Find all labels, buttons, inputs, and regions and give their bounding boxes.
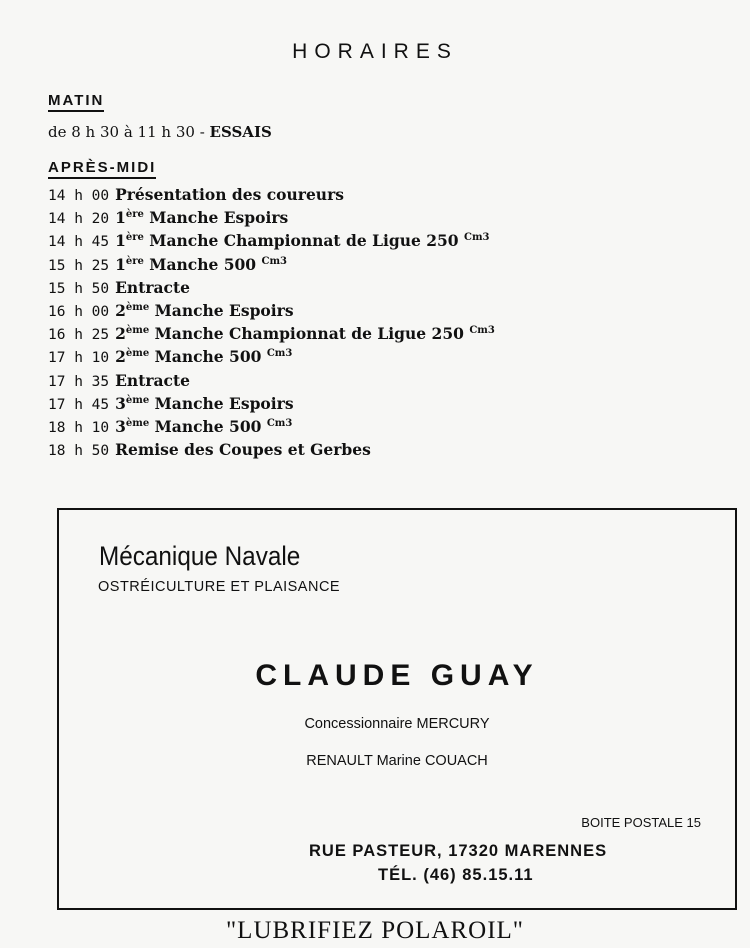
morning-label: MATIN: [48, 93, 104, 112]
unit-suffix: Cm3: [266, 348, 293, 360]
ordinal-suffix: ère: [125, 232, 144, 244]
schedule-time: 14 h 45: [48, 234, 110, 251]
unit-suffix: Cm3: [469, 325, 495, 337]
page-title: HORAIRES: [292, 40, 458, 63]
ordinal-suffix: ème: [125, 325, 150, 337]
schedule-row: [48, 369, 495, 392]
ad-address: RUE PASTEUR, 17320 MARENNES: [309, 842, 608, 860]
schedule-event: 1: [115, 231, 126, 251]
schedule-time: 16 h 00: [48, 303, 110, 320]
schedule-event-rest: Manche Espoirs: [143, 208, 289, 228]
schedule-time: 14 h 20: [48, 211, 110, 228]
morning-event: ESSAIS: [209, 123, 272, 141]
schedule-event: Entracte: [115, 277, 191, 297]
ad-phone: TÉL. (46) 85.15.11: [378, 866, 534, 884]
schedule-event-rest: Manche 500: [149, 347, 267, 367]
schedule-event-rest: Manche 500: [149, 416, 267, 436]
schedule-time: 18 h 50: [48, 443, 110, 460]
schedule-event: 3: [115, 416, 126, 436]
schedule-row: [48, 345, 495, 368]
schedule-row: [48, 253, 495, 276]
schedule-row: [48, 415, 495, 438]
schedule-row: [48, 183, 495, 206]
schedule-time: 15 h 25: [48, 257, 110, 274]
unit-suffix: Cm3: [266, 417, 293, 429]
unit-suffix: Cm3: [464, 232, 490, 244]
schedule-time: 15 h 50: [48, 280, 110, 297]
schedule-row: [48, 229, 495, 252]
schedule-event: 3: [115, 393, 126, 413]
schedule-event-rest: Manche Championnat de Ligue 250: [149, 324, 470, 344]
ordinal-suffix: ème: [125, 348, 150, 360]
schedule-event-rest: Manche 500: [143, 254, 262, 274]
ad-company-name: Mécanique Navale: [99, 541, 301, 571]
schedule-row: [48, 438, 495, 461]
schedule-event: 1: [115, 254, 126, 274]
schedule-time: 17 h 10: [48, 350, 110, 367]
ordinal-suffix: ème: [125, 417, 150, 429]
schedule-time: 17 h 35: [48, 373, 110, 390]
schedule-event: 2: [115, 324, 126, 344]
ordinal-suffix: ème: [125, 301, 150, 313]
schedule-time: 17 h 45: [48, 396, 110, 413]
schedule-row: [48, 276, 495, 299]
ordinal-suffix: ème: [125, 394, 150, 406]
unit-suffix: Cm3: [261, 255, 287, 267]
schedule-event: 2: [115, 347, 126, 367]
schedule-time: 16 h 25: [48, 327, 110, 344]
schedule-event: Remise des Coupes et Gerbes: [115, 440, 371, 460]
schedule-row: [48, 392, 495, 415]
schedule-row: [48, 206, 495, 229]
schedule-event: Entracte: [115, 370, 191, 390]
morning-session: [48, 123, 272, 141]
schedule-row: [48, 322, 495, 345]
slogan: "LUBRIFIEZ POLAROIL": [225, 917, 525, 944]
schedule-row: [48, 299, 495, 322]
ad-po-box: BOITE POSTALE 15: [581, 815, 701, 830]
schedule-event: 2: [115, 300, 126, 320]
schedule-event-rest: Manche Espoirs: [149, 393, 294, 413]
advertisement-box: [57, 508, 737, 910]
ordinal-suffix: ère: [125, 255, 144, 267]
schedule-event: Présentation des coureurs: [115, 185, 344, 204]
morning-time-range: de 8 h 30 à 11 h 30 -: [48, 123, 210, 141]
schedule-event-rest: Manche Espoirs: [149, 300, 294, 320]
schedule-event: 1: [115, 208, 126, 228]
ad-owner-name: CLAUDE GUAY: [255, 659, 539, 692]
afternoon-schedule: [48, 183, 495, 461]
ad-dealer-line: Concessionnaire MERCURY: [304, 716, 490, 732]
ad-subtitle: OSTRÉICULTURE ET PLAISANCE: [98, 579, 341, 595]
schedule-event-rest: Manche Championnat de Ligue 250: [143, 231, 464, 251]
schedule-time: 18 h 10: [48, 419, 110, 436]
schedule-time: 14 h 00: [48, 188, 110, 204]
afternoon-label: APRÈS-MIDI: [48, 160, 156, 179]
ordinal-suffix: ère: [125, 209, 144, 221]
ad-brand-line: RENAULT Marine COUACH: [306, 753, 488, 769]
